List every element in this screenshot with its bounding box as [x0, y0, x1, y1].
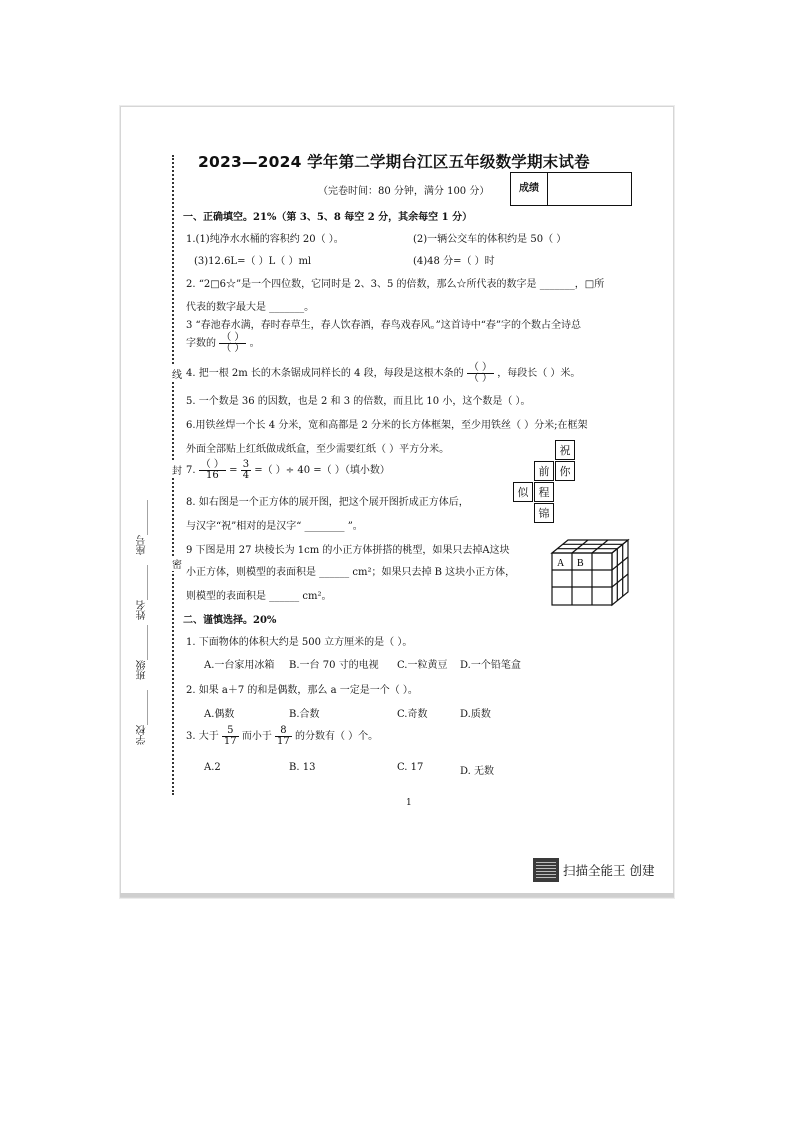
s2-q3-opt-b: B. 13	[289, 762, 316, 773]
s2-q2-opt-d: D.质数	[460, 709, 491, 720]
watermark-text: 扫描全能王 创建	[563, 863, 655, 878]
q1d: (4)48 分=（ ）时	[413, 256, 495, 267]
s2-q1: 1. 下面物体的体积大约是 500 立方厘米的是（ ）。	[186, 637, 413, 648]
page-number: 1	[406, 798, 412, 808]
s2-q1-opt-c: C.一粒黄豆	[397, 660, 448, 671]
s2-q2: 2. 如果 a＋7 的和是偶数，那么 a 一定是一个（ ）。	[186, 685, 418, 696]
exam-subtitle: （完卷时间：80 分钟，满分 100 分）	[318, 186, 490, 197]
net-cell-cheng: 程	[534, 482, 554, 502]
s2-q2-opt-a: A.偶数	[204, 709, 235, 720]
q9a: 9 下图是用 27 块棱长为 1cm 的小正方体拼搭的桃型，如果只去掉A这块	[186, 545, 510, 556]
q1c: (3)12.6L=（ ）L（ ）ml	[194, 256, 312, 267]
s2-q2-opt-c: C.奇数	[397, 709, 428, 720]
q2a: 2. “2□6☆”是一个四位数，它同时是 2、3、5 的倍数，那么☆所代表的数字是 _______，□所	[186, 279, 605, 290]
q9b: 小正方体，则模型的表面积是 ______ cm²；如果只去掉 B 这块小正方体，	[186, 567, 516, 578]
page-edge	[120, 893, 674, 897]
scanner-logo-icon	[533, 858, 559, 882]
margin-class: 班级_______	[137, 625, 148, 680]
s2-q1-opt-a: A.一台家用冰箱	[204, 660, 275, 671]
q4-prefix: 4. 把一根 2m 长的木条锯成同样长的 4 段，每段是这根木条的	[186, 368, 464, 379]
margin-mi: 密	[172, 556, 182, 571]
q3-fraction-8-17: $\frac{8}{17}$	[277, 725, 290, 747]
exam-title: 2023—2024 学年第二学期台江区五年级数学期末试卷	[198, 153, 590, 171]
cube-label-a: A	[557, 558, 565, 569]
margin-feng: 封	[172, 462, 182, 477]
q3a: 3 “春池春水满，春时春草生，春人饮春酒，春鸟戏春风。”这首诗中“春”字的个数占全诗总	[186, 320, 581, 331]
margin-school: 学校_______	[137, 690, 148, 745]
q1a: 1.(1)纯净水水桶的容积约 20（ ）。	[186, 234, 344, 245]
net-cell-si: 似	[513, 482, 533, 502]
s2-q1-opt-b: B.一台 70 寸的电视	[289, 660, 379, 671]
q6b: 外面全部贴上红纸做成纸盒，至少需要红纸（ ）平方分米。	[186, 444, 450, 455]
s2-q1-opt-d: D.一个铅笔盒	[460, 660, 521, 671]
q4-fraction-blank: $\frac{( )}{( )}$	[468, 362, 493, 384]
q2b: 代表的数字最大是 _______。	[186, 302, 315, 313]
net-cell-jin: 锦	[534, 503, 554, 523]
net-cell-zhu: 祝	[555, 440, 575, 460]
section2-heading: 二、谨慎选择。20%	[183, 615, 277, 626]
cube-label-b: B	[577, 558, 584, 569]
q3b-suffix: 。	[249, 338, 260, 349]
margin-xian: 线	[172, 366, 182, 381]
q6a: 6.用铁丝焊一个长 4 分米，宽和高都是 2 分米的长方体框架，至少用铁丝（ ）分米;在框架	[186, 420, 588, 431]
s2-q3-opt-a: A.2	[204, 762, 221, 773]
s2-q3: 3. 大于 $\frac{5}{17}$ 而小于 $\frac{8}{17}$ 的分数有（ ）个。	[186, 725, 379, 747]
net-cell-ni: 你	[555, 461, 575, 481]
s2-q3-opt-d: D. 无数	[460, 766, 495, 777]
cube-model	[548, 537, 634, 607]
q9c: 则模型的表面积是 ______ cm²。	[186, 591, 332, 602]
q7: 7. $\frac{( )}{16}$ = $\frac{3}{4}$ =（ ）÷ 40 =（ ）（填小数）	[186, 459, 390, 481]
margin-name: 姓名_______	[137, 565, 148, 620]
s2-q3-opt-c: C. 17	[397, 762, 424, 773]
margin-seat: 座号_______	[137, 500, 148, 555]
section1-heading: 一、正确填空。21%（第 3、5、8 每空 2 分，其余每空 1 分）	[183, 212, 473, 223]
q8a: 8. 如右图是一个正方体的展开图，把这个展开图折成正方体后，	[186, 497, 469, 508]
q7-fraction-1: $\frac{( )}{16}$	[200, 459, 224, 481]
q5: 5. 一个数是 36 的因数，也是 2 和 3 的倍数，而且比 10 小，这个数是（ ）。	[186, 396, 531, 407]
q3-fraction-5-17: $\frac{5}{17}$	[223, 725, 237, 747]
score-box	[510, 172, 632, 206]
q3b-prefix: 字数的	[186, 338, 216, 349]
q1b: (2)一辆公交车的体积约是 50（ ）	[413, 234, 567, 245]
score-label: 成绩	[511, 173, 548, 205]
s2-q2-opt-b: B.合数	[289, 709, 320, 720]
q7-fraction-2: $\frac{3}{4}$	[242, 459, 250, 481]
q3b	[186, 333, 260, 354]
net-cell-qian: 前	[534, 461, 554, 481]
q4	[186, 363, 580, 384]
q8b: 与汉字“祝”相对的是汉字“ ________ ”。	[186, 521, 363, 532]
q3-fraction-blank: $\frac{( )}{( )}$	[221, 332, 245, 354]
q4-suffix: ，每段长（ ）米。	[497, 368, 581, 379]
